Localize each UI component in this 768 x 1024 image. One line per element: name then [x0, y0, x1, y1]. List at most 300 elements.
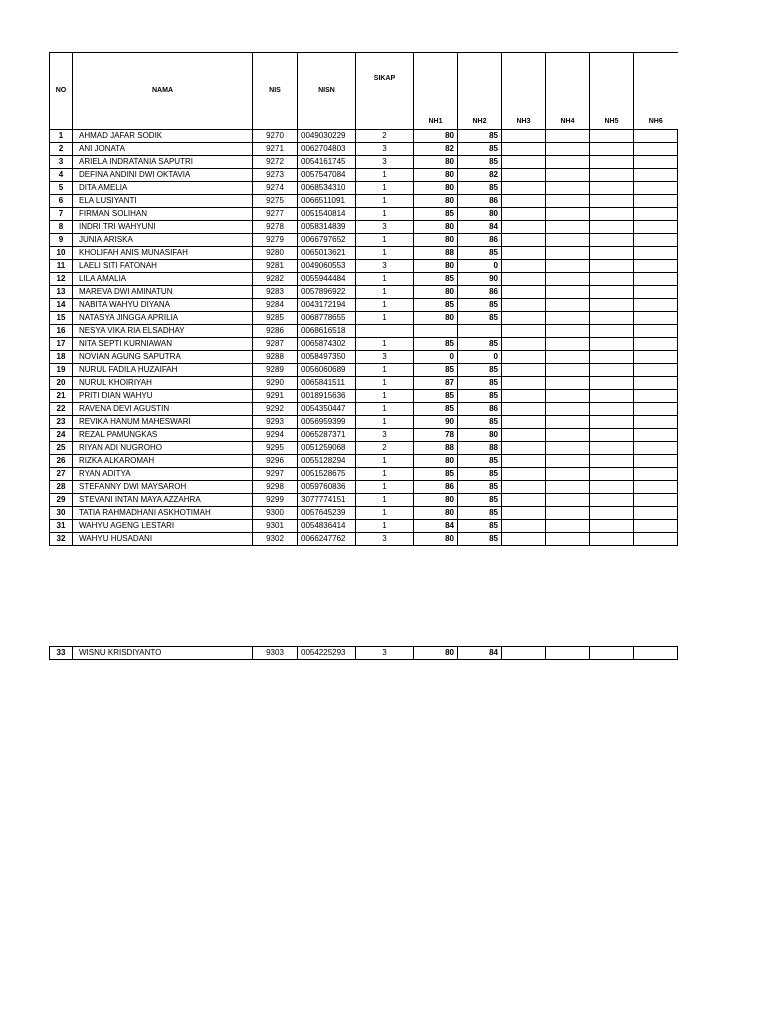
- cell-no: 10: [50, 247, 73, 260]
- grades-table-main: [49, 52, 678, 546]
- cell-nh4: [546, 143, 590, 156]
- cell-sikap: 1: [356, 182, 414, 195]
- cell-nis: 9273: [253, 169, 298, 182]
- cell-no: 29: [50, 494, 73, 507]
- cell-nama: RIZKA ALKAROMAH: [73, 455, 253, 468]
- cell-nh1: 80: [414, 130, 458, 143]
- cell-nisn: 0068534310: [298, 182, 356, 195]
- table-row: [50, 429, 678, 442]
- cell-nh5: [590, 312, 634, 325]
- cell-nh6: [634, 533, 678, 546]
- cell-nh4: [546, 325, 590, 338]
- cell-nh2: 86: [458, 234, 502, 247]
- cell-no: 20: [50, 377, 73, 390]
- cell-nh3: [502, 481, 546, 494]
- cell-nis: 9270: [253, 130, 298, 143]
- cell-nh4: [546, 390, 590, 403]
- cell-nh6: [634, 312, 678, 325]
- cell-nh6: [634, 286, 678, 299]
- cell-nama: TATIA RAHMADHANI ASKHOTIMAH: [73, 507, 253, 520]
- cell-nh2: 86: [458, 286, 502, 299]
- cell-nis: 9289: [253, 364, 298, 377]
- header-row: [50, 53, 678, 130]
- cell-nh2: [458, 325, 502, 338]
- cell-nh5: [590, 208, 634, 221]
- cell-nh4: [546, 156, 590, 169]
- cell-nh5: [590, 325, 634, 338]
- cell-nh4: [546, 364, 590, 377]
- grades-table-extra: [49, 646, 678, 660]
- cell-nh3: [502, 533, 546, 546]
- cell-nh3: [502, 208, 546, 221]
- cell-nh2: 84: [458, 221, 502, 234]
- cell-sikap: 1: [356, 455, 414, 468]
- cell-nh5: [590, 143, 634, 156]
- table-row: [50, 169, 678, 182]
- cell-nh1: 85: [414, 390, 458, 403]
- cell-sikap: 3: [356, 429, 414, 442]
- cell-sikap: 1: [356, 507, 414, 520]
- cell-nisn: 0054161745: [298, 156, 356, 169]
- cell-nh1: 80: [414, 182, 458, 195]
- cell-nh6: [634, 647, 678, 660]
- cell-nh3: [502, 455, 546, 468]
- cell-nh6: [634, 442, 678, 455]
- header-nisn: NISN: [298, 53, 356, 130]
- cell-nama: MAREVA DWI AMINATUN: [73, 286, 253, 299]
- table-body-extra: [50, 647, 678, 660]
- cell-nama: ANI JONATA: [73, 143, 253, 156]
- cell-nh4: [546, 416, 590, 429]
- cell-nama: WAHYU HUSADANI: [73, 533, 253, 546]
- cell-nh6: [634, 325, 678, 338]
- cell-nh5: [590, 338, 634, 351]
- cell-nh5: [590, 507, 634, 520]
- cell-nisn: 0062704803: [298, 143, 356, 156]
- cell-nh6: [634, 273, 678, 286]
- cell-nh1: 85: [414, 468, 458, 481]
- cell-nh3: [502, 351, 546, 364]
- cell-nama: INDRI TRI WAHYUNI: [73, 221, 253, 234]
- cell-nama: NURUL KHOIRIYAH: [73, 377, 253, 390]
- cell-nama: LAELI SITI FATONAH: [73, 260, 253, 273]
- cell-nh4: [546, 286, 590, 299]
- cell-nh2: 88: [458, 442, 502, 455]
- cell-nh3: [502, 143, 546, 156]
- cell-no: 19: [50, 364, 73, 377]
- cell-nis: 9275: [253, 195, 298, 208]
- cell-nis: 9285: [253, 312, 298, 325]
- cell-nama: STEVANI INTAN MAYA AZZAHRA: [73, 494, 253, 507]
- table-row: [50, 494, 678, 507]
- table-row: [50, 507, 678, 520]
- cell-nh4: [546, 221, 590, 234]
- cell-sikap: 1: [356, 208, 414, 221]
- cell-nh1: 90: [414, 416, 458, 429]
- cell-nh5: [590, 273, 634, 286]
- cell-nh1: 80: [414, 312, 458, 325]
- header-nh1: NH1: [414, 53, 458, 130]
- cell-no: 25: [50, 442, 73, 455]
- cell-nh4: [546, 351, 590, 364]
- cell-nh4: [546, 429, 590, 442]
- cell-nh2: 85: [458, 182, 502, 195]
- cell-nis: 9295: [253, 442, 298, 455]
- cell-nis: 9282: [253, 273, 298, 286]
- cell-sikap: 1: [356, 468, 414, 481]
- cell-nama: DEFINA ANDINI DWI OKTAVIA: [73, 169, 253, 182]
- cell-no: 11: [50, 260, 73, 273]
- cell-nh2: 85: [458, 156, 502, 169]
- cell-nh3: [502, 234, 546, 247]
- cell-nh4: [546, 208, 590, 221]
- cell-nis: 9303: [253, 647, 298, 660]
- cell-nh2: 0: [458, 351, 502, 364]
- cell-nh4: [546, 377, 590, 390]
- cell-nh4: [546, 260, 590, 273]
- table-row: [50, 221, 678, 234]
- cell-nh6: [634, 338, 678, 351]
- cell-nh2: 82: [458, 169, 502, 182]
- cell-nh3: [502, 221, 546, 234]
- cell-nh6: [634, 169, 678, 182]
- cell-nh6: [634, 156, 678, 169]
- cell-nama: RYAN ADITYA: [73, 468, 253, 481]
- cell-sikap: 1: [356, 195, 414, 208]
- cell-nh5: [590, 234, 634, 247]
- cell-nis: 9278: [253, 221, 298, 234]
- cell-no: 4: [50, 169, 73, 182]
- cell-nisn: 0065841511: [298, 377, 356, 390]
- cell-nh1: 85: [414, 403, 458, 416]
- cell-nh3: [502, 338, 546, 351]
- cell-nis: 9274: [253, 182, 298, 195]
- cell-nh5: [590, 351, 634, 364]
- cell-nis: 9293: [253, 416, 298, 429]
- cell-nh5: [590, 533, 634, 546]
- table-row: [50, 481, 678, 494]
- cell-nh1: 80: [414, 260, 458, 273]
- grades-table-continued: [49, 646, 678, 660]
- cell-nisn: 0066797652: [298, 234, 356, 247]
- cell-nh3: [502, 507, 546, 520]
- cell-nis: 9286: [253, 325, 298, 338]
- cell-nama: NATASYA JINGGA APRILIA: [73, 312, 253, 325]
- cell-nh4: [546, 455, 590, 468]
- cell-nh1: 82: [414, 143, 458, 156]
- cell-sikap: 1: [356, 481, 414, 494]
- cell-no: 22: [50, 403, 73, 416]
- table-row: [50, 468, 678, 481]
- cell-nh6: [634, 208, 678, 221]
- cell-no: 32: [50, 533, 73, 546]
- cell-nh4: [546, 520, 590, 533]
- cell-nh3: [502, 364, 546, 377]
- cell-nh3: [502, 273, 546, 286]
- header-nis: NIS: [253, 53, 298, 130]
- cell-nh5: [590, 260, 634, 273]
- cell-nh6: [634, 247, 678, 260]
- cell-nis: 9302: [253, 533, 298, 546]
- cell-nh3: [502, 182, 546, 195]
- cell-nis: 9288: [253, 351, 298, 364]
- cell-nisn: 0065874302: [298, 338, 356, 351]
- header-nama: NAMA: [73, 53, 253, 130]
- cell-nama: NESYA VIKA RIA ELSADHAY: [73, 325, 253, 338]
- cell-nh2: 85: [458, 143, 502, 156]
- cell-nh5: [590, 647, 634, 660]
- cell-nh4: [546, 299, 590, 312]
- cell-sikap: 1: [356, 247, 414, 260]
- cell-nh6: [634, 455, 678, 468]
- table-row: [50, 390, 678, 403]
- cell-nh3: [502, 494, 546, 507]
- cell-sikap: 1: [356, 299, 414, 312]
- cell-nh1: 80: [414, 221, 458, 234]
- cell-nama: RIYAN ADI NUGROHO: [73, 442, 253, 455]
- cell-nh5: [590, 468, 634, 481]
- header-no: NO: [50, 53, 73, 130]
- table-row: [50, 299, 678, 312]
- cell-nh2: 85: [458, 247, 502, 260]
- cell-nh5: [590, 286, 634, 299]
- table-row: [50, 377, 678, 390]
- cell-sikap: 2: [356, 130, 414, 143]
- table-row: [50, 156, 678, 169]
- cell-no: 1: [50, 130, 73, 143]
- cell-nh3: [502, 260, 546, 273]
- cell-nh6: [634, 494, 678, 507]
- cell-nh2: 85: [458, 377, 502, 390]
- cell-nama: AHMAD JAFAR SODIK: [73, 130, 253, 143]
- table-row: [50, 247, 678, 260]
- cell-no: 30: [50, 507, 73, 520]
- cell-nh6: [634, 260, 678, 273]
- cell-sikap: 3: [356, 533, 414, 546]
- cell-nama: WISNU KRISDIYANTO: [73, 647, 253, 660]
- cell-nh3: [502, 195, 546, 208]
- cell-no: 9: [50, 234, 73, 247]
- cell-no: 31: [50, 520, 73, 533]
- cell-nis: 9291: [253, 390, 298, 403]
- table-row: [50, 442, 678, 455]
- cell-nh1: 80: [414, 647, 458, 660]
- cell-nh5: [590, 195, 634, 208]
- cell-sikap: [356, 325, 414, 338]
- cell-nama: KHOLIFAH ANIS MUNASIFAH: [73, 247, 253, 260]
- cell-nisn: 0057645239: [298, 507, 356, 520]
- cell-nisn: 0065013621: [298, 247, 356, 260]
- cell-nh5: [590, 221, 634, 234]
- cell-nh2: 85: [458, 299, 502, 312]
- cell-nh6: [634, 403, 678, 416]
- cell-nh4: [546, 130, 590, 143]
- cell-nis: 9271: [253, 143, 298, 156]
- grades-table: [49, 52, 678, 546]
- table-row: [50, 455, 678, 468]
- cell-nisn: 0051540814: [298, 208, 356, 221]
- cell-no: 21: [50, 390, 73, 403]
- cell-nh1: 80: [414, 169, 458, 182]
- cell-nis: 9279: [253, 234, 298, 247]
- cell-nis: 9301: [253, 520, 298, 533]
- cell-nh6: [634, 182, 678, 195]
- cell-no: 16: [50, 325, 73, 338]
- table-row: [50, 273, 678, 286]
- cell-nisn: 0056959399: [298, 416, 356, 429]
- cell-sikap: 1: [356, 403, 414, 416]
- table-row: [50, 234, 678, 247]
- cell-nh2: 85: [458, 364, 502, 377]
- cell-nh6: [634, 390, 678, 403]
- cell-nisn: 0055944484: [298, 273, 356, 286]
- cell-nh3: [502, 377, 546, 390]
- cell-nh3: [502, 390, 546, 403]
- cell-nh6: [634, 221, 678, 234]
- cell-nisn: 0051259068: [298, 442, 356, 455]
- header-nh6: NH6: [634, 53, 678, 130]
- cell-nh5: [590, 442, 634, 455]
- cell-sikap: 3: [356, 351, 414, 364]
- cell-nh4: [546, 247, 590, 260]
- cell-nh4: [546, 507, 590, 520]
- cell-nh1: 78: [414, 429, 458, 442]
- table-row: [50, 403, 678, 416]
- cell-sikap: 1: [356, 520, 414, 533]
- cell-nh3: [502, 416, 546, 429]
- cell-nh1: 80: [414, 156, 458, 169]
- cell-nis: 9299: [253, 494, 298, 507]
- cell-nama: NABITA WAHYU DIYANA: [73, 299, 253, 312]
- cell-no: 15: [50, 312, 73, 325]
- cell-no: 14: [50, 299, 73, 312]
- cell-nh1: 85: [414, 208, 458, 221]
- cell-nh3: [502, 647, 546, 660]
- cell-sikap: 3: [356, 156, 414, 169]
- cell-nh6: [634, 351, 678, 364]
- cell-nh2: 80: [458, 429, 502, 442]
- cell-no: 27: [50, 468, 73, 481]
- cell-nh3: [502, 312, 546, 325]
- cell-nisn: 0054225293: [298, 647, 356, 660]
- cell-nh2: 85: [458, 533, 502, 546]
- cell-nh2: 85: [458, 130, 502, 143]
- cell-no: 33: [50, 647, 73, 660]
- cell-nama: WAHYU AGENG LESTARI: [73, 520, 253, 533]
- cell-nis: 9287: [253, 338, 298, 351]
- cell-nh1: 85: [414, 338, 458, 351]
- cell-nh4: [546, 273, 590, 286]
- cell-no: 12: [50, 273, 73, 286]
- cell-nh3: [502, 429, 546, 442]
- cell-nh1: 85: [414, 273, 458, 286]
- cell-nh1: 85: [414, 299, 458, 312]
- cell-nis: 9280: [253, 247, 298, 260]
- cell-sikap: 1: [356, 338, 414, 351]
- cell-nisn: 0065287371: [298, 429, 356, 442]
- header-sikap: SIKAP: [356, 53, 414, 130]
- cell-no: 28: [50, 481, 73, 494]
- cell-sikap: 1: [356, 364, 414, 377]
- cell-nh5: [590, 416, 634, 429]
- cell-nisn: 0058497350: [298, 351, 356, 364]
- cell-nh5: [590, 182, 634, 195]
- header-nh4: NH4: [546, 53, 590, 130]
- cell-no: 18: [50, 351, 73, 364]
- cell-nh3: [502, 325, 546, 338]
- cell-nh6: [634, 299, 678, 312]
- cell-sikap: 1: [356, 416, 414, 429]
- cell-sikap: 3: [356, 647, 414, 660]
- cell-sikap: 1: [356, 169, 414, 182]
- table-row: [50, 533, 678, 546]
- cell-nh4: [546, 468, 590, 481]
- cell-nama: NURUL FADILA HUZAIFAH: [73, 364, 253, 377]
- cell-nh2: 90: [458, 273, 502, 286]
- cell-nh4: [546, 169, 590, 182]
- cell-nh1: 80: [414, 494, 458, 507]
- cell-nh5: [590, 494, 634, 507]
- cell-nh1: 84: [414, 520, 458, 533]
- cell-nisn: 0057896922: [298, 286, 356, 299]
- cell-nisn: 0066511091: [298, 195, 356, 208]
- cell-nh6: [634, 130, 678, 143]
- cell-nama: PRITI DIAN WAHYU: [73, 390, 253, 403]
- cell-nh2: 80: [458, 208, 502, 221]
- cell-sikap: 3: [356, 143, 414, 156]
- table-row: [50, 351, 678, 364]
- cell-nh4: [546, 442, 590, 455]
- cell-nh5: [590, 520, 634, 533]
- cell-nis: 9281: [253, 260, 298, 273]
- cell-nh6: [634, 468, 678, 481]
- cell-nh2: 0: [458, 260, 502, 273]
- cell-nama: FIRMAN SOLIHAN: [73, 208, 253, 221]
- cell-nh2: 84: [458, 647, 502, 660]
- cell-nh2: 85: [458, 312, 502, 325]
- cell-no: 8: [50, 221, 73, 234]
- cell-nis: 9300: [253, 507, 298, 520]
- cell-nh2: 85: [458, 507, 502, 520]
- cell-nh1: 80: [414, 455, 458, 468]
- cell-nh5: [590, 377, 634, 390]
- cell-nh1: 80: [414, 533, 458, 546]
- cell-nama: ARIELA INDRATANIA SAPUTRI: [73, 156, 253, 169]
- cell-nama: NITA SEPTI KURNIAWAN: [73, 338, 253, 351]
- cell-nisn: 0018915636: [298, 390, 356, 403]
- cell-nh2: 85: [458, 468, 502, 481]
- cell-nisn: 0057547084: [298, 169, 356, 182]
- cell-nh6: [634, 429, 678, 442]
- cell-nh2: 85: [458, 455, 502, 468]
- cell-nh4: [546, 481, 590, 494]
- cell-nama: REVIKA HANUM MAHESWARI: [73, 416, 253, 429]
- cell-nh1: 80: [414, 195, 458, 208]
- cell-nh6: [634, 143, 678, 156]
- cell-nh4: [546, 494, 590, 507]
- cell-nisn: 0055128294: [298, 455, 356, 468]
- cell-nh2: 86: [458, 195, 502, 208]
- cell-no: 3: [50, 156, 73, 169]
- cell-nh2: 86: [458, 403, 502, 416]
- cell-nama: RAVENA DEVI AGUSTIN: [73, 403, 253, 416]
- cell-nh6: [634, 481, 678, 494]
- cell-nh3: [502, 169, 546, 182]
- cell-no: 7: [50, 208, 73, 221]
- table-row: [50, 312, 678, 325]
- cell-nh2: 85: [458, 390, 502, 403]
- table-row: [50, 338, 678, 351]
